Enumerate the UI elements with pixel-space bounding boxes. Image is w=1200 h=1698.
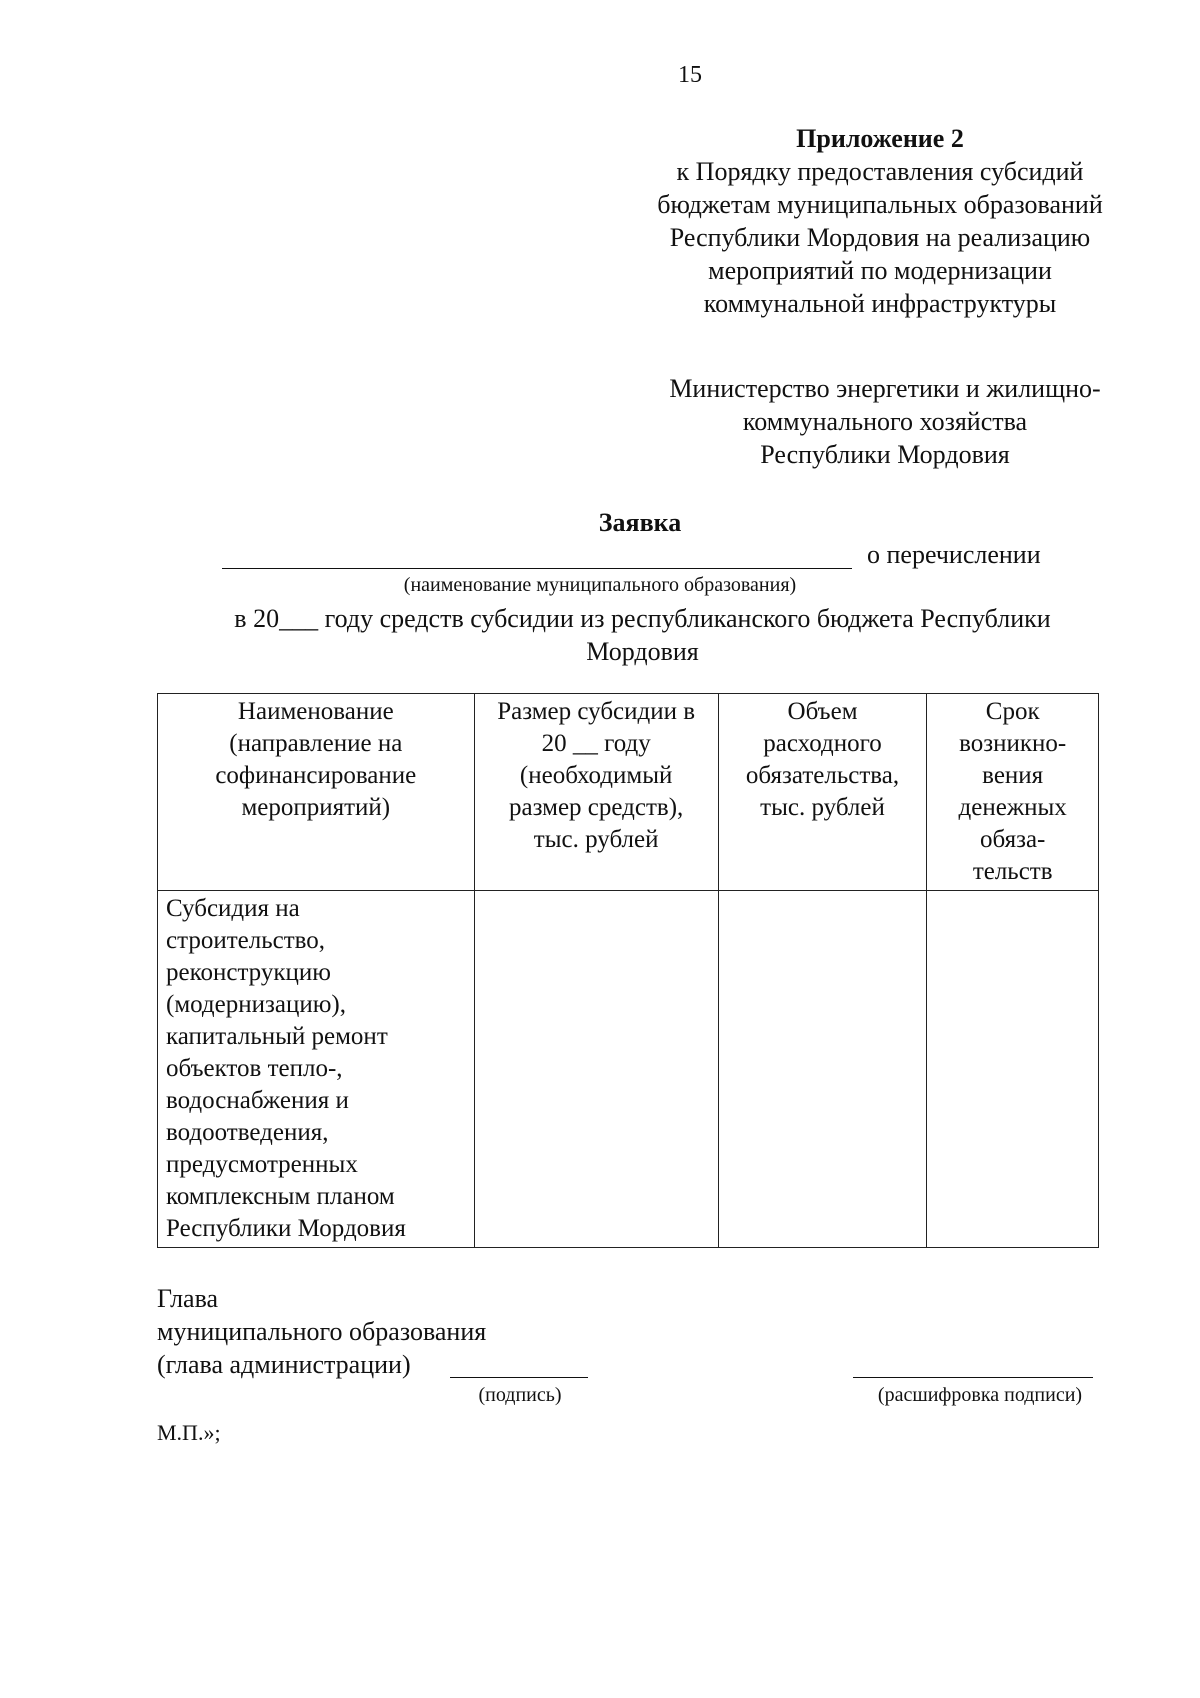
page-number: 15: [678, 62, 702, 88]
municipality-caption: (наименование муниципального образования): [403, 574, 797, 596]
appendix-header: [620, 122, 1140, 320]
signature-decode-blank[interactable]: [853, 1377, 1093, 1378]
year-line-2: Мордовия: [586, 637, 699, 666]
header-amount: [474, 694, 718, 891]
header-line: софинансирование: [215, 762, 417, 789]
cell-line: строительство,: [166, 927, 326, 954]
header-line: денежных: [958, 794, 1067, 821]
signer-line: (глава администрации): [157, 1350, 411, 1379]
signature-decode-caption: (расшифровка подписи): [877, 1384, 1083, 1406]
appendix-line: бюджетам муниципальных образований: [657, 190, 1103, 219]
header-line: мероприятий): [241, 794, 391, 821]
appendix-line: мероприятий по модернизации: [708, 256, 1052, 285]
appendix-line: коммунальной инфраструктуры: [703, 289, 1057, 318]
header-line: тыс. рублей: [533, 826, 659, 853]
cell-line: капитальный ремонт: [166, 1023, 388, 1050]
header-line: 20 __ году: [541, 730, 651, 757]
addressee-line: Министерство энергетики и жилищно-: [669, 374, 1101, 403]
header-line: вения: [982, 762, 1044, 789]
cell-line: комплексным планом: [166, 1183, 395, 1210]
table-header-row: [158, 694, 1099, 891]
cell-line: Субсидия на: [166, 895, 300, 922]
stamp-place: М.П.»;: [157, 1420, 221, 1445]
addressee-line: коммунального хозяйства: [742, 407, 1028, 436]
cell-line: объектов тепло-,: [166, 1055, 343, 1082]
table-row: [158, 891, 1099, 1248]
header-line: Наименование: [237, 698, 394, 725]
header-line: (необходимый: [519, 762, 673, 789]
cell-obligation[interactable]: [718, 891, 927, 1248]
cell-line: реконструкцию: [166, 959, 331, 986]
cell-line: (модернизацию),: [166, 991, 346, 1018]
header-line: возникно-: [959, 730, 1067, 757]
signature-blank[interactable]: [450, 1377, 588, 1378]
transfer-text: о перечислении: [867, 540, 1041, 569]
request-title: Заявка: [598, 508, 682, 537]
header-line: расходного: [763, 730, 882, 757]
cell-term[interactable]: [927, 891, 1099, 1248]
appendix-line: Республики Мордовия на реализацию: [669, 223, 1091, 252]
header-line: Срок: [985, 698, 1040, 725]
subsidy-table: [157, 693, 1099, 1248]
header-line: обязательства,: [745, 762, 900, 789]
header-line: тыс. рублей: [760, 794, 885, 821]
header-line: размер средств),: [509, 794, 684, 821]
appendix-title: Приложение 2: [796, 124, 964, 153]
municipality-line: [222, 540, 1072, 574]
cell-amount[interactable]: [474, 891, 718, 1248]
municipality-blank: [222, 568, 852, 569]
header-line: Размер субсидии в: [497, 698, 696, 725]
header-line: (направление на: [229, 730, 403, 757]
header-line: Объем: [787, 698, 858, 725]
header-name: [158, 694, 475, 891]
signer-line: муниципального образования: [157, 1317, 487, 1346]
addressee-line: Республики Мордовия: [760, 440, 1010, 469]
year-line-1: в 20___ году средств субсидии из республиканского бюджета Республики: [234, 604, 1051, 633]
cell-line: Республики Мордовия: [166, 1215, 406, 1242]
header-line: тельств: [972, 858, 1053, 885]
addressee-block: [640, 372, 1130, 471]
cell-line: предусмотренных: [166, 1151, 358, 1178]
appendix-line: к Порядку предоставления субсидий: [676, 157, 1084, 186]
year-statement: [150, 602, 1135, 668]
header-line: обяза-: [979, 826, 1046, 853]
cell-line: водоотведения,: [166, 1119, 329, 1146]
header-term: [927, 694, 1099, 891]
cell-line: водоснабжения и: [166, 1087, 349, 1114]
signature-caption: (подпись): [478, 1384, 562, 1406]
signature-block: [157, 1282, 486, 1381]
header-obligation: [718, 694, 927, 891]
cell-name: [158, 891, 475, 1248]
signer-line: Глава: [157, 1284, 219, 1313]
